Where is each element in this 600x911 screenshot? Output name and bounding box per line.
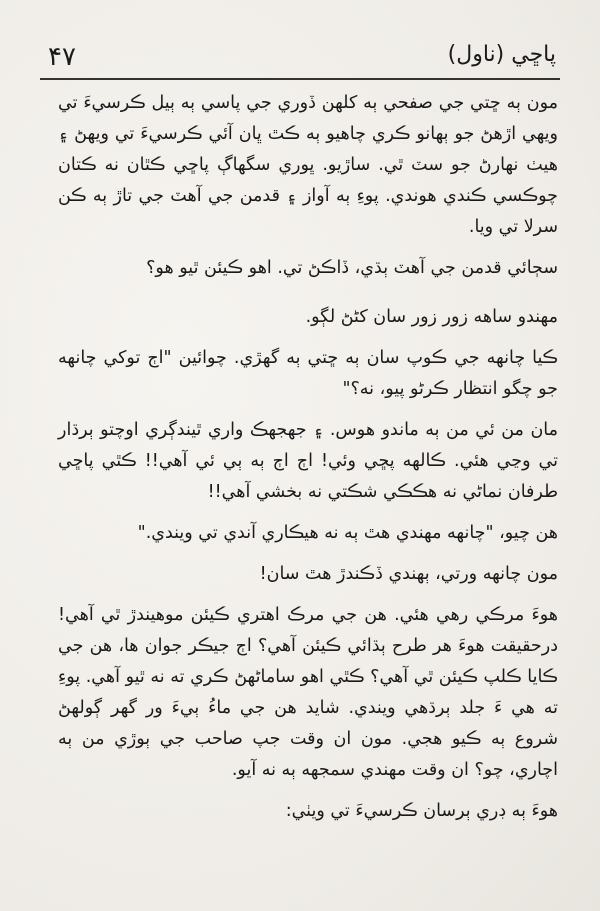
- paragraph: هن چيو، "چانهه مهندي هٿ ٻه نه هيڪاري آندي تي ويندي.": [137, 523, 558, 543]
- running-title: پاڇي (ناول): [447, 42, 556, 67]
- page-body: [58, 88, 558, 891]
- paragraph: هوءَ ٻه ڊري ٻرسان ڪرسيءَ تي ويٺي:: [285, 801, 558, 821]
- paragraph: مهندو ساهه زور زور سان کڻڻ لڳو.: [305, 307, 558, 327]
- paragraph: مان من ئي من ٻه ماندو هوس. ۽ جهجهڪ واري ٿيندڳري اوچتو ٻرڌار تي وڃي هئي. ڪالهه پڇي وئي! اڄ اڄ ٻه ٻي ئي آهي!! ڪٿي پاڇي طرفان نماڻي نه هڪڪي شڪتي نه بخشي آهي!!: [58, 420, 558, 502]
- paragraph: سڄائي قدمن جي آهٽ ٻڌي، ڏاڪڻ تي. اهو ڪيئن ٿيو هو؟: [146, 258, 558, 278]
- paragraph: مون چانهه ورتي، ٻهندي ڏڪندڙ هٿ سان!: [259, 564, 558, 584]
- paragraph: ڪيا چانهه جي ڪوپ سان ٻه ڇتي ٻه گهڙي. چوائين "اڄ توکي چانهه جو چگو انتظار ڪرڻو پيو، نه؟": [58, 348, 558, 399]
- page-number: ۴۷: [48, 42, 76, 72]
- paragraph: هوءَ مرڪي رهي هئي. هن جي مرڪ اهتري ڪيئن موهيندڙ ٿي آهي! درحقيقت هوءَ هر طرح ٻڌائي ڪيئن آهي؟ اڄ جيڪر جوان ها، هن جي ڪايا ڪلپ ڪيئن ٿي آهي؟ ڪٿي اهو ساماڻهڻ ڪري ته نه ٿيو آهي. پوءِ ته هي ءَ جلد ٻرڌهي ويندي. شايد هن جي ماءُ ٻيءَ ور گهر ڳولهڻ شروع ٻه ڪيو هجي. مون ان وقت جپ صاحب جي ٻوڙي من ٻه اچاري، چو؟ ان وقت مهندي سمجهه ٻه نه آيو.: [58, 605, 558, 780]
- paragraph: مون ٻه ڇتي جي صفحي ٻه کلهن ڏوري جي پاسي ٻه ٻيل ڪرسيءَ تي ويهي اڙهڻ جو ٻهانو ڪري چاهيو ٻه ڪٿ ڀان آئي ڪرسيءَ تي ويهڻ ۽ هيٺ نهارڻ جو سٽ ٿي. ساڙيو. ڀوري سگهاڳ پاڇي ڪٿان نه ڪتان چوڪسي ڪندي هوندي. پوءِ ٻه آواز ۽ قدمن جي آهٽ جي تاڙ ٻه ڪن سرلا تي ويا.: [58, 93, 558, 237]
- page-header: [40, 38, 560, 80]
